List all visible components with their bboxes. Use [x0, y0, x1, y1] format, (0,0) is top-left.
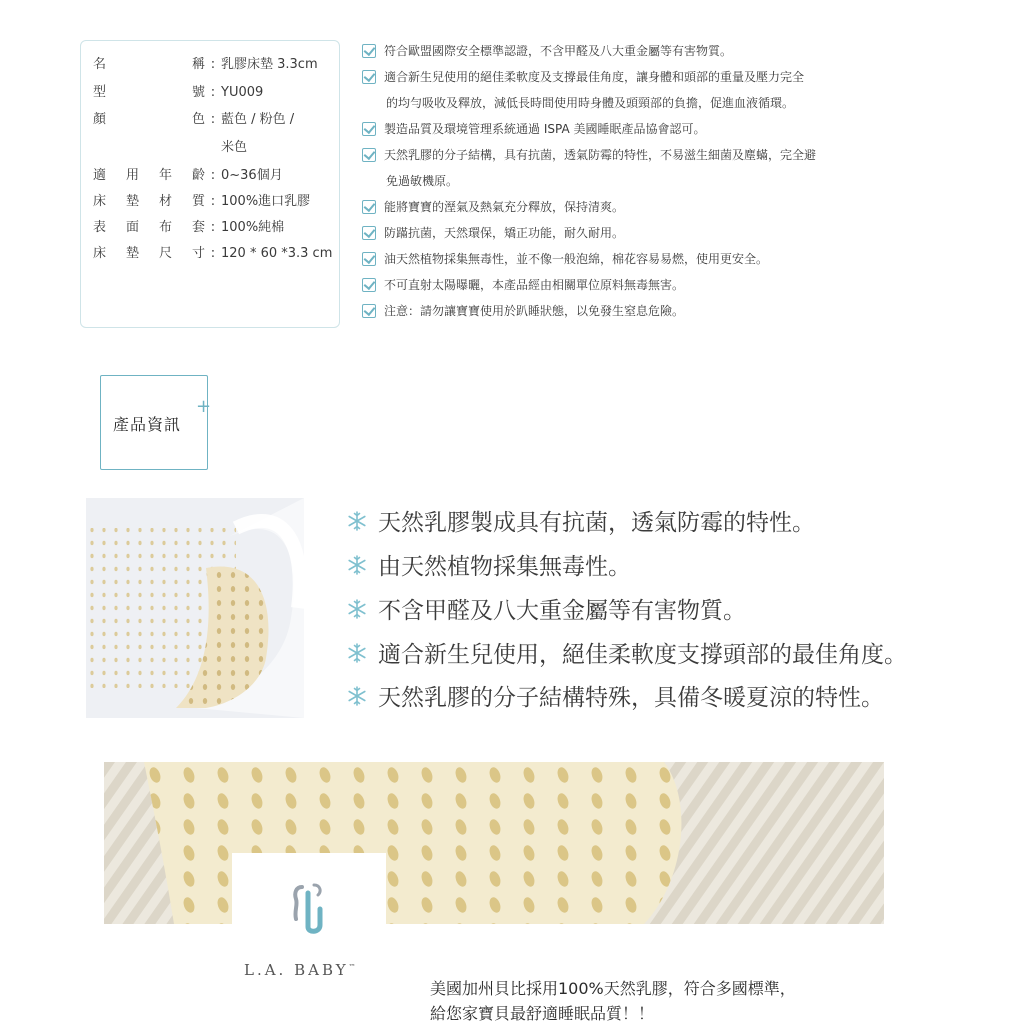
spec-label	[93, 53, 205, 72]
feature-item	[362, 298, 684, 324]
spec-separator: :	[210, 85, 216, 100]
spec-value: 100%純棉	[221, 220, 285, 235]
spec-label-char: 墊	[125, 246, 139, 261]
spec-row	[93, 81, 263, 100]
checkbox-icon	[362, 70, 376, 84]
spec-card	[80, 40, 340, 328]
feature-text: 不可直射太陽曝曬，本產品經由相關單位原料無毒無害。	[384, 278, 685, 292]
checkbox-icon	[362, 304, 376, 318]
highlight-item	[346, 592, 746, 625]
spec-separator: :	[210, 246, 216, 261]
spec-value: 0~36個月	[221, 168, 283, 183]
checkbox-icon	[362, 226, 376, 240]
brand-name: L.A. BABY™	[244, 961, 359, 979]
spec-label-char: 表	[93, 220, 107, 235]
highlight-item	[346, 548, 631, 581]
feature-item	[362, 142, 816, 168]
highlight-text: 由天然植物採集無毒性。	[378, 554, 631, 580]
spec-label-char: 床	[93, 194, 107, 209]
feature-text: 能將寶寶的溼氣及熱氣充分釋放，保持清爽。	[384, 200, 625, 214]
snowflake-icon	[346, 510, 368, 532]
spec-label	[93, 81, 205, 100]
spec-value: 100%進口乳膠	[221, 194, 311, 209]
feature-item	[362, 246, 768, 272]
spec-value: YU009	[221, 85, 264, 100]
spec-label-char: 型	[93, 85, 107, 100]
spec-label-char: 色	[191, 112, 205, 127]
spec-label-char: 質	[191, 194, 205, 209]
caption-line-1: 美國加州貝比採用100%天然乳膠，符合多國標準，	[430, 979, 796, 998]
checkbox-icon	[362, 148, 376, 162]
feature-item	[362, 64, 804, 90]
spec-separator: :	[210, 112, 216, 127]
checkbox-icon	[362, 44, 376, 58]
spec-row	[93, 216, 284, 235]
spec-label-char: 用	[125, 168, 139, 183]
highlight-text: 適合新生兒使用，絕佳柔軟度支撐頭部的最佳角度。	[378, 642, 907, 668]
spec-label-char: 顏	[93, 112, 107, 127]
spec-label-char: 套	[191, 220, 205, 235]
checkbox-icon	[362, 278, 376, 292]
plus-icon: +	[196, 396, 212, 417]
highlight-text: 天然乳膠製成具有抗菌，透氣防霉的特性。	[378, 510, 815, 536]
spec-label	[93, 164, 205, 183]
spec-label-char: 尺	[158, 246, 172, 261]
spec-label-char: 墊	[125, 194, 139, 209]
feature-item	[362, 220, 624, 246]
feature-text: 符合歐盟國際安全標準認證，不含甲醛及八大重金屬等有害物質。	[384, 44, 733, 58]
spec-label-char: 齡	[191, 168, 205, 183]
spec-separator: :	[210, 220, 216, 235]
spec-label	[93, 108, 205, 127]
checkbox-icon	[362, 200, 376, 214]
spec-label-char: 號	[191, 85, 205, 100]
spec-label-char: 名	[93, 57, 107, 72]
spec-label-char: 床	[93, 246, 107, 261]
latex-texture-illustration	[104, 762, 884, 924]
checkbox-icon	[362, 122, 376, 136]
feature-item	[362, 116, 705, 142]
checkbox-icon	[362, 252, 376, 266]
spec-label-char: 材	[158, 194, 172, 209]
section-heading-box	[100, 375, 208, 470]
feature-text: 適合新生兒使用的絕佳柔軟度及支撐最佳角度，讓身體和頭部的重量及壓力完全	[384, 70, 805, 84]
spec-row	[93, 53, 318, 72]
spec-label	[93, 242, 205, 261]
feature-item	[362, 38, 732, 64]
spec-label-char: 寸	[191, 246, 205, 261]
spec-separator: :	[210, 57, 216, 72]
feature-text: 製造品質及環境管理系統通過 ISPA 美國睡眠產品協會認可。	[384, 122, 706, 136]
spec-row	[93, 108, 294, 127]
feature-text-continued: 的均勻吸收及釋放，減低長時間使用時身體及頭頸部的負擔，促進血液循環。	[386, 96, 795, 110]
spec-row	[93, 136, 247, 155]
spec-label	[93, 190, 205, 209]
spec-value: 米色	[221, 140, 248, 155]
feature-text: 注意：請勿讓寶寶使用於趴睡狀態，以免發生窒息危險。	[384, 304, 685, 318]
spec-separator: :	[210, 194, 216, 209]
spec-label-char: 適	[93, 168, 107, 183]
spec-value: 120 * 60 *3.3 cm	[221, 246, 333, 261]
feature-text: 天然乳膠的分子結構，具有抗菌，透氣防霉的特性，不易滋生細菌及塵蟎，完全避	[384, 148, 817, 162]
spec-value: 藍色 / 粉色 /	[221, 112, 295, 127]
spec-value: 乳膠床墊 3.3cm	[221, 57, 318, 72]
snowflake-icon	[346, 685, 368, 707]
spec-label-char: 稱	[191, 57, 205, 72]
spec-label-char: 布	[158, 220, 172, 235]
snowflake-icon	[346, 642, 368, 664]
spec-label-char: 年	[158, 168, 172, 183]
brand-logo-box	[232, 853, 386, 1024]
spec-label-char: 面	[125, 220, 139, 235]
mattress-illustration	[86, 498, 304, 718]
spec-label	[93, 216, 205, 235]
mattress-photo	[86, 498, 304, 718]
section-title: 產品資訊	[113, 415, 182, 434]
latex-texture-photo	[104, 762, 884, 924]
highlight-text: 天然乳膠的分子結構特殊，具備冬暖夏涼的特性。	[378, 685, 884, 711]
brand-logo-icon	[288, 879, 328, 939]
highlight-item	[346, 636, 907, 669]
caption-line-2: 給您家寶貝最舒適睡眠品質！！	[430, 1004, 655, 1023]
feature-text-continued: 免過敏機原。	[386, 174, 459, 188]
spec-row	[93, 164, 283, 183]
feature-item	[362, 272, 684, 298]
spec-separator: :	[210, 168, 216, 183]
spec-row	[93, 190, 310, 209]
snowflake-icon	[346, 554, 368, 576]
snowflake-icon	[346, 598, 368, 620]
highlight-item	[346, 679, 884, 712]
feature-text: 油天然植物採集無毒性，並不像一般泡綿，棉花容易易燃，使用更安全。	[384, 252, 769, 266]
spec-row	[93, 242, 332, 261]
feature-item	[362, 194, 624, 220]
feature-text: 防蹣抗菌，天然環保，矯正功能，耐久耐用。	[384, 226, 625, 240]
highlight-item	[346, 504, 815, 537]
highlight-text: 不含甲醛及八大重金屬等有害物質。	[378, 598, 746, 624]
